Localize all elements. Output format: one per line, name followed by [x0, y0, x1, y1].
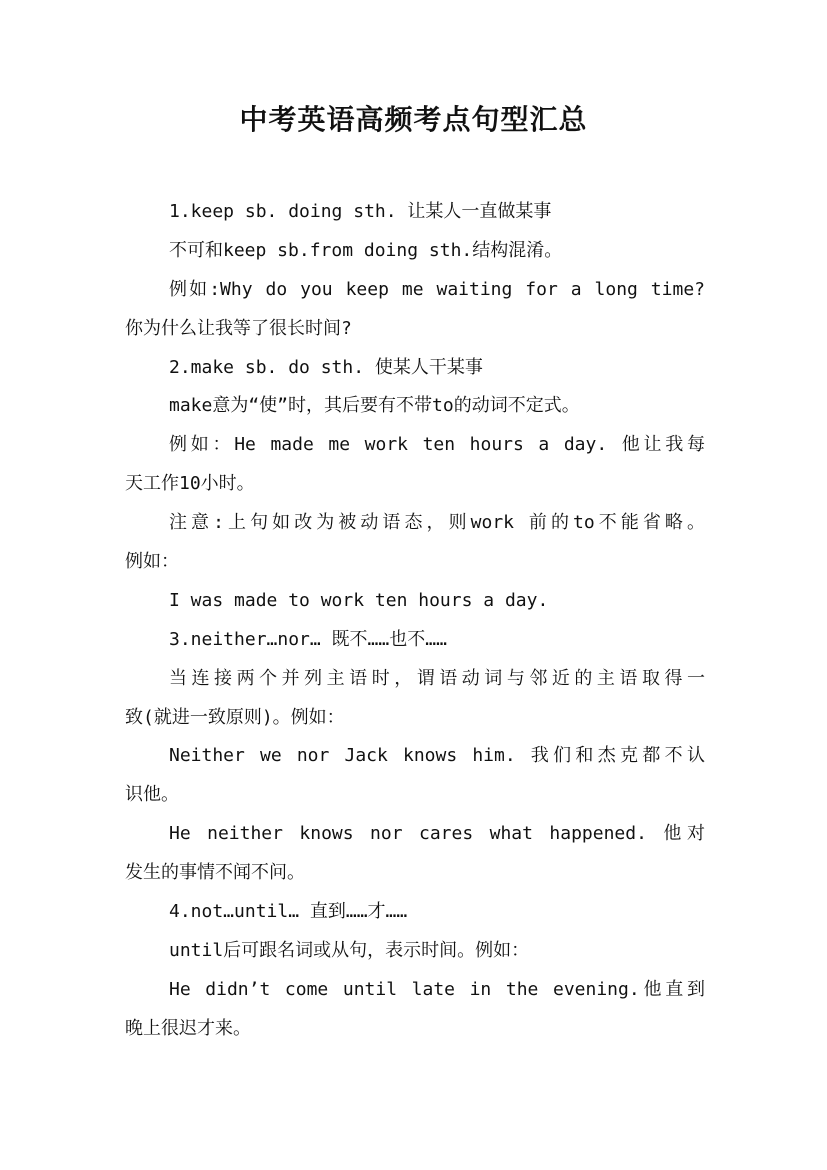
document-title: 中考英语高频考点句型汇总 — [239, 103, 588, 136]
text-line: until后可跟名词或从句，表示时间。例如： — [169, 939, 530, 961]
text-line: 例如:Why do you keep me waiting for a long time? — [169, 278, 705, 300]
text-line: 识他。 — [125, 784, 179, 806]
text-line: He neither knows nor cares what happened. 他对 — [169, 823, 705, 845]
text-line: 例如：He made me work ten hours a day. 他让我每 — [169, 434, 705, 456]
text-line: 晚上很迟才来。 — [125, 1017, 251, 1039]
text-line: 不可和keep sb.from doing sth.结构混淆。 — [169, 239, 563, 261]
text-line: 2.make sb. do sth. 使某人干某事 — [169, 356, 483, 378]
text-line: 3.neither…nor… 既不……也不…… — [169, 628, 447, 650]
text-line: 例如： — [125, 551, 179, 573]
document-body — [125, 193, 705, 1049]
text-line: 1.keep sb. doing sth. 让某人一直做某事 — [169, 201, 552, 222]
text-line: 当连接两个并列主语时，谓语动词与邻近的主语取得一 — [169, 667, 705, 689]
text-line: make意为“使”时，其后要有不带to的动词不定式。 — [169, 395, 580, 417]
text-line: 发生的事情不闻不问。 — [125, 862, 305, 884]
text-line: 你为什么让我等了很长时间? — [125, 317, 352, 339]
text-line: 注意:上句如改为被动语态，则work 前的to不能省略。 — [169, 512, 705, 534]
text-line: 致(就进一致原则)。例如： — [125, 706, 345, 728]
text-line: Neither we nor Jack knows him. 我们和杰克都不认 — [169, 745, 705, 767]
text-line: I was made to work ten hours a day. — [169, 589, 549, 611]
text-line: 天工作10小时。 — [125, 473, 255, 495]
text-line: He didn’t come until late in the evening.他直到 — [169, 978, 705, 1000]
text-line: 4.not…until… 直到……才…… — [169, 901, 408, 923]
